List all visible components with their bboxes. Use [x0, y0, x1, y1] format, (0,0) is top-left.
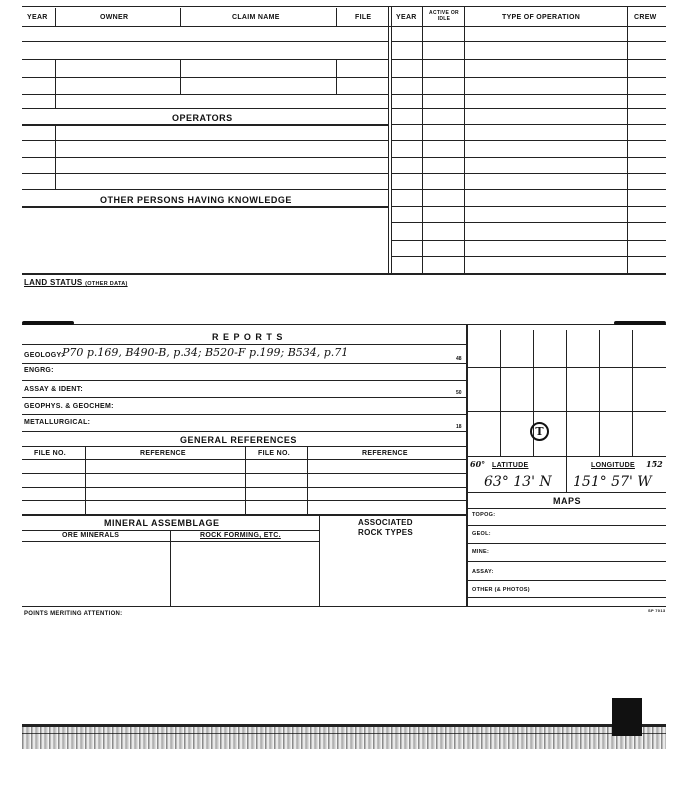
- row-line: [391, 222, 666, 223]
- maps-title: MAPS: [553, 496, 582, 506]
- report-number: 50: [456, 390, 462, 396]
- border-tab-left: [22, 321, 74, 325]
- longitude-label: LONGITUDE: [591, 462, 635, 469]
- header-year: YEAR: [27, 14, 48, 21]
- row-line: [22, 397, 466, 398]
- reference-header: REFERENCE: [140, 450, 186, 457]
- latitude-prefix: 60°: [470, 459, 486, 469]
- maps-geol: GEOL:: [472, 531, 491, 537]
- grid-line: [500, 330, 501, 456]
- ore-minerals-header: ORE MINERALS: [62, 532, 120, 539]
- row-line: [468, 597, 666, 598]
- row-line: [22, 380, 466, 381]
- maps-assay: ASSAY:: [472, 569, 494, 575]
- file-no-header-2: FILE NO.: [258, 450, 290, 457]
- row-line: [22, 363, 466, 364]
- longitude-suffix: 152: [646, 459, 663, 469]
- header-file: FILE: [355, 14, 372, 21]
- file-no-header: FILE NO.: [34, 450, 66, 457]
- grid-line: [468, 367, 666, 368]
- row-line: [22, 431, 466, 432]
- header-year-2: YEAR: [396, 14, 417, 21]
- row-line: [391, 256, 666, 257]
- row-line: [22, 414, 466, 415]
- row-line: [391, 173, 666, 174]
- row-line: [391, 240, 666, 241]
- row-line: [22, 473, 466, 474]
- header-owner: OWNER: [100, 14, 129, 21]
- grid-line: [599, 330, 600, 456]
- form-number: SP 7013: [648, 608, 666, 613]
- center-divider: [388, 6, 389, 274]
- reports-title: R E P O R T S: [212, 332, 284, 342]
- row-line: [391, 94, 666, 95]
- ref-col-divider: [245, 446, 246, 514]
- row-line: [22, 459, 466, 460]
- row-line: [468, 543, 666, 544]
- row-line: [391, 206, 666, 207]
- engrg-label: ENGRG:: [24, 367, 54, 374]
- row-divider: [55, 126, 56, 189]
- geophys-label: GEOPHYS. & GEOCHEM:: [24, 403, 114, 410]
- row-line: [22, 157, 388, 158]
- rock-forming-header: ROCK FORMING, ETC.: [200, 532, 281, 539]
- header-active-idle: ACTIVE OR IDLE: [429, 10, 459, 22]
- header-crew: CREW: [634, 14, 657, 21]
- row-line: [22, 173, 388, 174]
- row-line: [391, 189, 666, 190]
- row-divider: [55, 59, 56, 108]
- general-references-title: GENERAL REFERENCES: [180, 435, 297, 445]
- lower-bottom-line: [22, 606, 666, 607]
- mineral-assemblage-title: MINERAL ASSEMBLAGE: [104, 518, 220, 528]
- mineral-col-divider: [170, 530, 171, 606]
- row-line: [22, 140, 388, 141]
- scan-dark-block: [612, 698, 642, 736]
- row-line: [22, 487, 466, 488]
- longitude-value: 151° 57' W: [573, 474, 652, 490]
- points-meriting-attention-label: POINTS MERITING ATTENTION:: [24, 611, 123, 617]
- rock-types-label: ROCK TYPES: [358, 528, 414, 537]
- row-line: [468, 492, 666, 493]
- row-line: [22, 59, 388, 60]
- land-status: [24, 278, 128, 287]
- top-border: [22, 6, 666, 7]
- land-status-label: LAND STATUS: [24, 278, 83, 287]
- row-line: [391, 41, 666, 42]
- report-number: 48: [456, 356, 462, 362]
- row-line: [391, 124, 666, 125]
- row-divider: [180, 59, 181, 95]
- latitude-label: LATITUDE: [492, 462, 529, 469]
- row-line: [468, 561, 666, 562]
- other-persons-underline: [22, 206, 388, 208]
- top-table-bottom: [22, 273, 666, 275]
- ref-col-divider: [85, 446, 86, 514]
- geology-label: GEOLOGY:: [24, 352, 64, 359]
- grid-line: [468, 456, 666, 457]
- row-line: [22, 500, 466, 501]
- row-divider: [336, 59, 337, 95]
- location-mark: T: [530, 422, 549, 441]
- lower-top-border: [22, 324, 666, 325]
- grid-line: [566, 330, 567, 456]
- latitude-value: 63° 13' N: [484, 474, 552, 490]
- row-line: [22, 77, 388, 78]
- maps-other: OTHER (& PHOTOS): [472, 587, 530, 593]
- grid-line: [468, 411, 666, 412]
- mineral-col-divider: [319, 514, 320, 606]
- border-tab-right: [614, 321, 666, 325]
- mineral-top-line: [22, 514, 466, 516]
- header-divider: [55, 8, 56, 26]
- associated-label: ASSOCIATED: [358, 518, 413, 527]
- header-divider: [180, 8, 181, 26]
- maps-mine: MINE:: [472, 549, 490, 555]
- geology-text: P70 p.169, B490-B, p.34; B520-F p.199; B534, p.71: [62, 346, 349, 359]
- row-line: [22, 189, 388, 190]
- operators-underline: [22, 124, 388, 126]
- metallurgical-label: METALLURGICAL:: [24, 419, 91, 426]
- row-line: [391, 77, 666, 78]
- header-bottom-line: [22, 26, 666, 27]
- ref-col-divider: [307, 446, 308, 514]
- row-line: [468, 580, 666, 581]
- row-line: [468, 525, 666, 526]
- reference-header-2: REFERENCE: [362, 450, 408, 457]
- row-line: [468, 508, 666, 509]
- row-line: [22, 94, 388, 95]
- row-line: [22, 41, 388, 42]
- maps-topog: TOPOG:: [472, 512, 496, 518]
- row-line: [391, 157, 666, 158]
- land-status-sub: (OTHER DATA): [85, 281, 128, 287]
- reports-title-line: [22, 344, 466, 345]
- row-line: [391, 140, 666, 141]
- row-line: [22, 108, 388, 109]
- other-persons-label: OTHER PERSONS HAVING KNOWLEDGE: [100, 195, 292, 205]
- header-divider: [336, 8, 337, 26]
- row-line: [391, 108, 666, 109]
- header-claim-name: CLAIM NAME: [232, 14, 280, 21]
- lat-long-divider: [566, 456, 567, 492]
- grid-line: [632, 330, 633, 456]
- scan-noise: [22, 727, 666, 749]
- header-type-of-operation: TYPE OF OPERATION: [502, 14, 581, 21]
- assay-ident-label: ASSAY & IDENT:: [24, 386, 84, 393]
- row-line: [22, 446, 466, 447]
- operators-label: OPERATORS: [172, 113, 233, 123]
- row-line: [391, 59, 666, 60]
- report-number: 18: [456, 424, 462, 430]
